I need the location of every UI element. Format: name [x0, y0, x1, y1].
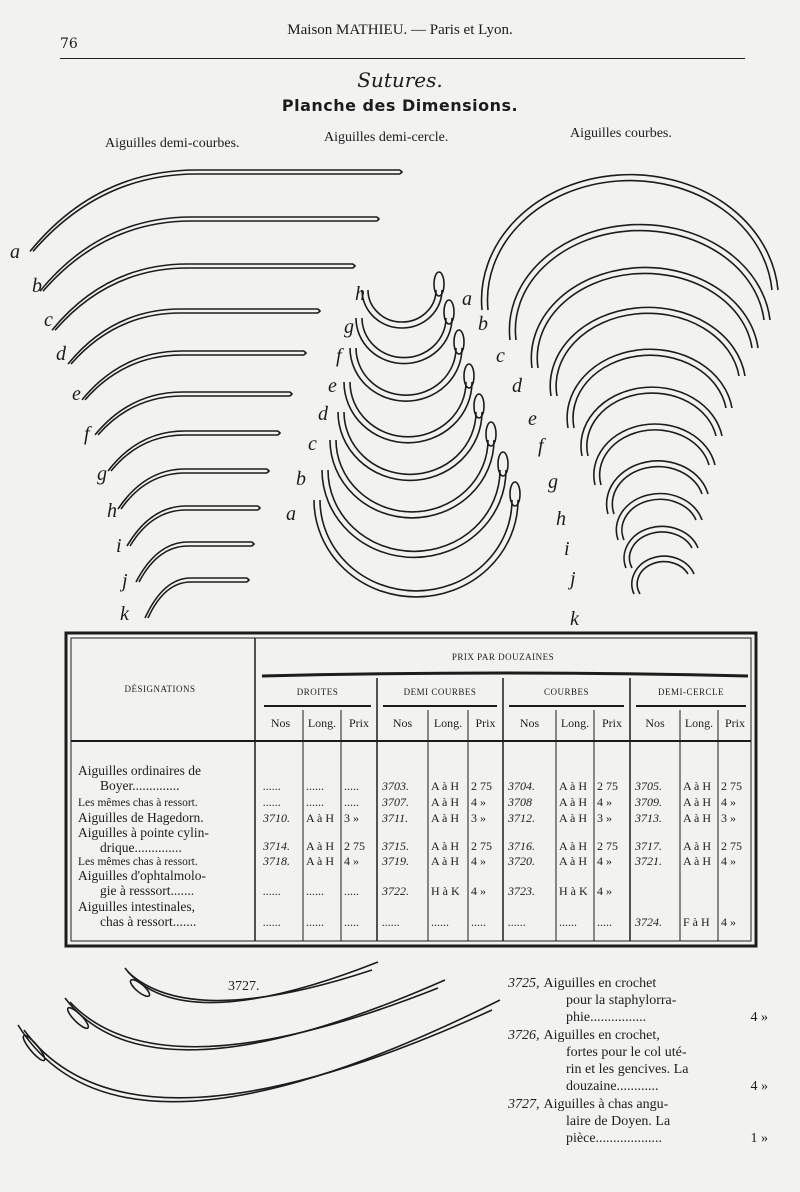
size-letter: k [570, 608, 579, 630]
subcol-header: Long. [684, 716, 714, 730]
cell-price: ..... [344, 884, 359, 898]
needle-eye [454, 330, 464, 354]
price-table [66, 633, 756, 946]
size-letter: i [564, 538, 570, 560]
needle-eye [318, 309, 320, 313]
cell-number: 3712. [508, 811, 535, 825]
needle-eye [377, 217, 379, 221]
group-header: DEMI COURBES [403, 687, 477, 697]
cell-price: 2 75 [471, 839, 492, 853]
cell-price: 2 75 [597, 839, 618, 853]
cell-length: H à K [431, 884, 460, 898]
cell-number: 3707. [382, 795, 409, 809]
size-letter: d [512, 375, 522, 397]
cell-price: 2 75 [344, 839, 365, 853]
cell-price: ..... [344, 915, 359, 929]
size-letter: g [97, 463, 107, 485]
cell-price: 3 » [597, 811, 612, 825]
needle-eye [278, 431, 280, 435]
courbe-needle-inner [630, 532, 692, 568]
row-designation: Les mêmes chas à ressort. [78, 856, 198, 868]
courbe-needle-inner [622, 499, 696, 540]
demi-cercle-needle [314, 500, 518, 597]
size-letter: b [478, 313, 488, 335]
product-text: Aiguilles à chas angu- [543, 1097, 669, 1112]
size-letter: g [344, 316, 354, 338]
cell-length: H à K [559, 884, 588, 898]
demi-courbe-needle-edge [55, 268, 353, 330]
demi-cercle-needle-inner [362, 318, 446, 358]
demi-courbe-needle-edge [130, 510, 258, 546]
cell-length: ...... [306, 795, 324, 809]
size-letter: a [286, 503, 296, 525]
demi-courbe-needle-edge [111, 435, 278, 471]
needle-eye [21, 1033, 48, 1063]
cell-price: 4 » [471, 884, 486, 898]
row-designation: Aiguilles à pointe cylin- [78, 825, 209, 840]
cell-number: 3710. [263, 811, 290, 825]
cell-number: 3705. [635, 779, 662, 793]
row-designation: Les mêmes chas à ressort. [78, 797, 198, 809]
cell-price: 4 » [721, 854, 736, 868]
cell-length: A à H [559, 779, 587, 793]
demi-cercle-needle-inner [368, 290, 436, 322]
cell-length: A à H [559, 839, 587, 853]
cell-length: ...... [306, 779, 324, 793]
cell-length: A à H [683, 779, 711, 793]
cell-price: 4 » [471, 854, 486, 868]
cell-number: 3723. [508, 884, 535, 898]
row-designation-cont: drique.............. [100, 840, 182, 855]
cell-price: 3 » [721, 811, 736, 825]
demi-cercle-needle-inner [356, 348, 456, 395]
cell-number: 3721. [635, 854, 662, 868]
size-letter: f [336, 345, 342, 367]
size-letter: k [120, 603, 129, 625]
page-title: Sutures. [357, 68, 443, 92]
demi-courbes-needles [10, 170, 402, 625]
heading-courbes: Aiguilles courbes. [570, 126, 672, 141]
cell-length: A à H [431, 795, 459, 809]
page-header: Maison MATHIEU. — Paris et Lyon. [287, 22, 513, 38]
courbes-needles [462, 175, 778, 630]
size-letter: f [538, 435, 544, 457]
product-number: 3725, [508, 976, 540, 991]
subcol-header: Prix [475, 716, 496, 730]
product-number: 3726, [508, 1028, 540, 1043]
demi-courbe-needle [40, 217, 377, 291]
cell-price: 4 » [597, 884, 612, 898]
demi-courbe-needle-edge [139, 546, 252, 582]
size-letter: c [496, 345, 505, 367]
cell-number: 3722. [382, 884, 409, 898]
size-letter: g [548, 471, 558, 493]
subcol-header: Long. [560, 716, 590, 730]
size-letter: e [328, 375, 337, 397]
courbe-needle-inner [637, 562, 688, 594]
cell-price: 4 » [471, 795, 486, 809]
cell-number: 3704. [508, 779, 535, 793]
row-designation-cont: Boyer.............. [100, 778, 180, 793]
cell-number: ...... [508, 915, 526, 929]
row-designation: Aiguilles ordinaires de [78, 763, 201, 778]
group-header: COURBES [543, 687, 590, 697]
size-letter: c [44, 309, 53, 331]
size-letter: j [570, 568, 576, 590]
subcol-header: Nos [392, 716, 413, 730]
cell-price: 4 » [597, 854, 612, 868]
demi-courbe-needle-edge [98, 396, 290, 435]
product-text: fortes pour le col uté- [566, 1045, 687, 1060]
product-number: 3727, [508, 1097, 540, 1112]
cell-number: 3716. [508, 839, 535, 853]
demi-courbe-needle [95, 392, 290, 435]
size-letter: h [107, 500, 117, 522]
demi-cercle-needle [322, 470, 506, 557]
needle-eye [304, 351, 306, 355]
product-entry [508, 975, 768, 1026]
size-letter: d [56, 343, 66, 365]
size-letter: h [556, 508, 566, 530]
courbe-needle [581, 387, 722, 456]
cell-length: ...... [559, 915, 577, 929]
cell-number: ...... [382, 915, 400, 929]
cell-length: A à H [306, 811, 334, 825]
product-text: pièce................... [566, 1131, 663, 1146]
subcol-header: Prix [724, 716, 746, 730]
cell-price: ..... [597, 915, 612, 929]
size-letter: e [72, 383, 81, 405]
cell-length: A à H [431, 854, 459, 868]
cell-price: 2 75 [597, 779, 618, 793]
cell-number: 3714. [263, 839, 290, 853]
cell-number: 3709. [635, 795, 662, 809]
size-letter: f [84, 423, 90, 445]
demi-courbe-needle-edge [43, 221, 377, 291]
product-price: 4 » [750, 1079, 768, 1094]
row-designation: Aiguilles de Hagedorn. [78, 810, 204, 825]
cell-price: ..... [344, 779, 359, 793]
size-letter: j [122, 570, 128, 592]
cell-price: 4 » [721, 795, 736, 809]
subcol-header: Nos [270, 716, 291, 730]
courbe-needle [509, 225, 770, 340]
doyen-needle-inner [24, 1010, 492, 1098]
subcol-header: Nos [645, 716, 665, 730]
cell-number: 3719. [382, 854, 409, 868]
cell-number: ...... [263, 915, 281, 929]
needle-eye [464, 364, 474, 388]
needle-eye [400, 170, 402, 174]
demi-cercle-needle [344, 382, 472, 443]
cell-number: 3711. [382, 811, 409, 825]
heading-demi-courbes: Aiguilles demi-courbes. [105, 136, 240, 151]
figure-label: 3727. [228, 979, 260, 994]
size-letter: e [528, 408, 537, 430]
doyen-needle [18, 1000, 500, 1102]
page-number: 76 [60, 36, 78, 52]
product-text: douzaine............ [566, 1079, 659, 1094]
group-header: DEMI-CERCLE [658, 687, 724, 697]
product-entry [508, 1027, 768, 1095]
cell-length: ...... [306, 884, 324, 898]
cell-price: 2 75 [471, 779, 492, 793]
cell-length: A à H [683, 854, 711, 868]
group-header: DROITES [296, 687, 339, 697]
cell-number: ...... [263, 884, 281, 898]
cell-price: 4 » [721, 915, 736, 929]
cell-number: ...... [263, 795, 281, 809]
subcol-header: Long. [433, 716, 463, 730]
row-designation: Aiguilles d'ophtalmolo- [78, 868, 207, 883]
size-letter: i [116, 535, 122, 557]
cell-length: A à H [559, 795, 587, 809]
page-subtitle: Planche des Dimensions. [281, 96, 519, 115]
cell-number: 3703. [382, 779, 409, 793]
cell-length: A à H [306, 839, 334, 853]
demi-cercle-needle-inner [320, 500, 512, 591]
needle-eye [258, 506, 260, 510]
cell-price: 3 » [471, 811, 486, 825]
cell-number: 3718. [263, 854, 290, 868]
needle-eye [486, 422, 496, 446]
cell-number: 3724. [635, 915, 662, 929]
needle-eye [474, 394, 484, 418]
needle-eye [434, 272, 444, 296]
size-letter: d [318, 403, 328, 425]
row-designation-cont: chas à ressort....... [100, 914, 197, 929]
demi-courbe-needle-edge [148, 582, 247, 618]
cell-price: 3 » [344, 811, 359, 825]
demi-courbe-needle [52, 264, 353, 330]
size-letter: b [32, 275, 42, 297]
product-text: phie................ [566, 1010, 647, 1025]
demi-courbe-needle-edge [85, 355, 304, 400]
needle-eye [290, 392, 292, 396]
product-text: pour la staphylorra- [566, 993, 677, 1008]
product-price: 4 » [750, 1010, 768, 1025]
cell-price: 4 » [344, 854, 359, 868]
courbe-needle-inner [487, 181, 772, 310]
cell-length: A à H [306, 854, 334, 868]
cell-length: A à H [431, 839, 459, 853]
courbe-needle-inner [515, 231, 764, 340]
product-text: Aiguilles en crochet [543, 976, 657, 991]
heading-demi-cercle: Aiguilles demi-cercle. [324, 130, 449, 145]
cell-length: A à H [683, 811, 711, 825]
demi-courbe-needle [30, 170, 400, 251]
designations-header: DÉSIGNATIONS [124, 684, 196, 694]
size-letter: a [10, 241, 20, 263]
size-letter: a [462, 288, 472, 310]
product-price: 1 » [750, 1131, 768, 1146]
cell-length: A à H [431, 811, 459, 825]
cell-number: 3708 [508, 795, 532, 809]
doyen-needles-figure [18, 962, 500, 1102]
demi-courbe-needle-edge [71, 313, 318, 364]
needle-eye [510, 482, 520, 506]
cell-price: ..... [344, 795, 359, 809]
cell-length: A à H [683, 795, 711, 809]
demi-cercle-needle [350, 348, 462, 401]
cell-length: A à H [683, 839, 711, 853]
cell-length: ...... [431, 915, 449, 929]
cell-number: 3720. [508, 854, 535, 868]
courbe-needle [616, 494, 702, 540]
needle-eye [353, 264, 355, 268]
prix-header: PRIX PAR DOUZAINES [451, 652, 555, 662]
courbe-needle-inner [600, 430, 709, 485]
cell-length: F à H [683, 915, 710, 929]
courbe-needle-inner [537, 273, 752, 368]
needle-eye [444, 300, 454, 324]
cell-length: ...... [306, 915, 324, 929]
needle-eye [247, 578, 249, 582]
size-letter: b [296, 468, 306, 490]
size-letter: h [355, 283, 365, 305]
cell-price: 2 75 [721, 779, 742, 793]
subcol-header: Prix [348, 716, 370, 730]
row-designation: Aiguilles intestinales, [78, 899, 195, 914]
cell-length: A à H [559, 854, 587, 868]
cell-price: 4 » [597, 795, 612, 809]
demi-courbe-needle-edge [121, 473, 267, 509]
cell-number: ...... [263, 779, 281, 793]
needle-eye [267, 469, 269, 473]
needle-eye [498, 452, 508, 476]
doyen-needle-inner [70, 988, 438, 1047]
cell-number: 3715. [382, 839, 409, 853]
subcol-header: Nos [519, 716, 540, 730]
row-designation-cont: gie à resssort....... [100, 883, 195, 898]
product-text: Aiguilles en crochet, [543, 1028, 660, 1043]
cell-number: 3717. [635, 839, 662, 853]
size-letter: c [308, 433, 317, 455]
product-text: rin et les gencives. La [566, 1062, 689, 1077]
demi-courbe-needle-edge [33, 174, 400, 251]
cell-number: 3713. [635, 811, 662, 825]
subcol-header: Prix [601, 716, 623, 730]
product-entry [508, 1096, 768, 1147]
cell-price: 2 75 [721, 839, 742, 853]
product-text: laire de Doyen. La [566, 1114, 671, 1129]
subcol-header: Long. [307, 716, 337, 730]
courbe-needle [567, 349, 732, 428]
cell-length: A à H [559, 811, 587, 825]
cell-price: ..... [471, 915, 486, 929]
needle-eye [252, 542, 254, 546]
cell-length: A à H [431, 779, 459, 793]
